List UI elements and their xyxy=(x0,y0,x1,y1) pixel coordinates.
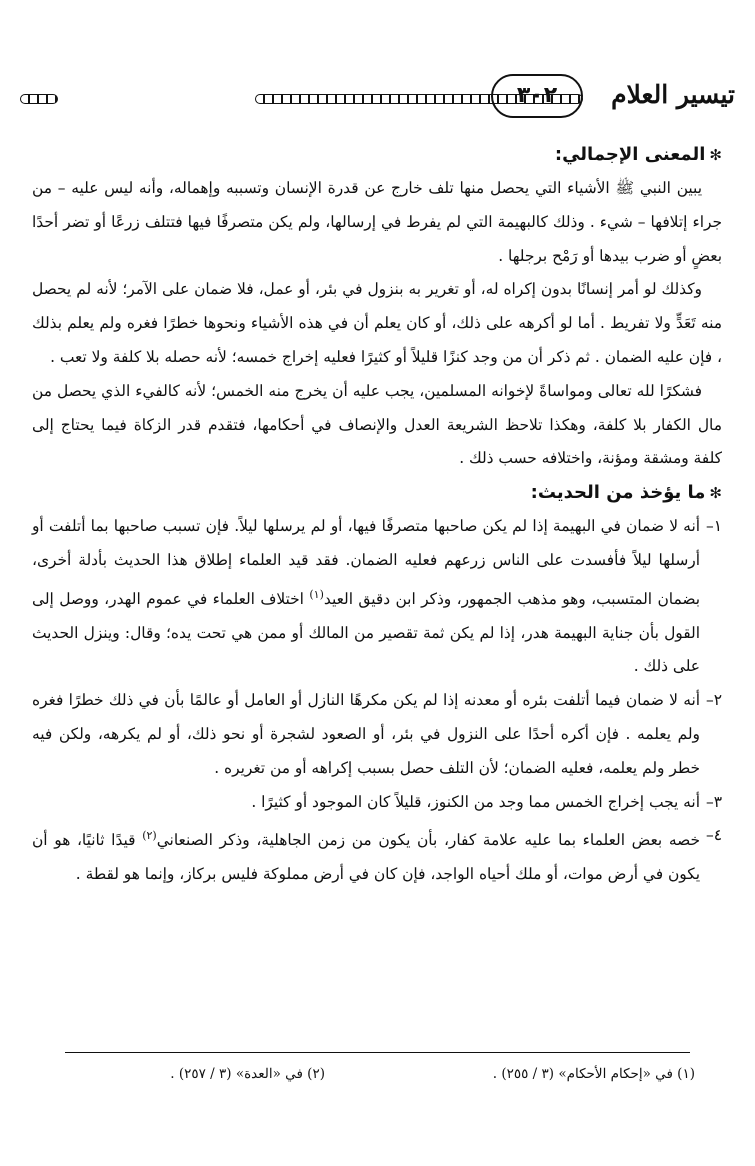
list-number: ٤– xyxy=(706,826,722,845)
list-number: ١– xyxy=(706,517,722,536)
list-text: أنه يجب إخراج الخمس مما وجد من الكنوز، قليلاً كان الموجود أو كثيرًا . xyxy=(251,792,700,811)
list-text: قيدًا ثانيًا، هو أن يكون في أرض موات، أو ملك أحياه الواجد، فإن كان في أرض مملوكة فليس بركاز، وإنما هو لقطة . xyxy=(32,831,700,884)
list-text: أنه لا ضمان فيما أتلفت بئره أو معدنه إذا لم يكن مكرهًا النازل أو العامل أو عالمًا بأن في ذلك خطرًا فغره ولم يعلمه . فإن أكره أحدًا على النزول في بئر، أو الصعود لشجرة أو نحو ذلك، أو لم يكرهه، ولكن فيه خطر ولم يعلمه، فعليه الضمان؛ لأن التلف حصل بسبب إكراهه أو من تغريره . xyxy=(32,691,700,777)
asterisk-icon: ✻ xyxy=(709,146,722,164)
section-heading-lessons xyxy=(32,476,722,510)
list-text: أنه لا ضمان في البهيمة إذا لم يكن صاحبها متصرفًا فيها، أو لم يرسلها ليلاً. فإن تسبب صاحبها بما أتلفت أو أرسلها ليلاً فأفسدت على الناس زرعهم فعليه الضمان. فقد قيد العلماء إطلاق هذا الحديث بأدلة أخرى، بضمان المتسبب، وهو مذهب الجمهور، وذكر ابن دقيق العيد xyxy=(32,517,700,608)
section-heading-text: ما يؤخذ من الحديث: xyxy=(530,482,706,504)
page-number: ٣٠٢ xyxy=(491,74,583,118)
list-item xyxy=(32,819,722,892)
list-item xyxy=(32,786,722,820)
asterisk-icon: ✻ xyxy=(709,484,722,503)
section-heading-summary xyxy=(32,138,722,172)
footnote-2: (٢) في «العدة» (٣ / ٢٥٧) . xyxy=(170,1066,325,1082)
page-body xyxy=(32,138,722,892)
header-ornament-small xyxy=(20,94,58,104)
lessons-list xyxy=(32,510,722,892)
paragraph: وكذلك لو أمر إنسانًا بدون إكراه له، أو تغرير به بنزول في بئر، أو عمل، فلا ضمان على الآمر؛ لأنه لم يحصل منه تَعَدٍّ ولا تفريط . أما لو أكرهه على ذلك، أو كان يعلم أن في هذه الأشياء ونحوها خطرًا فغره ولم يعلم بذلك ، فإن عليه الضمان . ثم ذكر أن من وجد كنزًا قليلاً أو كثيرًا فعليه إخراج خمسه؛ لأنه حصله بلا كلفة ولا تعب . xyxy=(32,280,722,366)
list-text: اختلاف العلماء في عموم الهدر، ووصل إلى القول بأن جناية البهيمة هدر، إذا لم يكن ثمة تقصير من المالك أو ممن هي تحت يده؛ وقال: وينزل الحديث على ذلك . xyxy=(32,589,700,676)
list-item xyxy=(32,510,722,684)
footnote-divider xyxy=(65,1052,690,1053)
paragraph: فشكرًا لله تعالى ومواساةً لإخوانه المسلمين، يجب عليه أن يخرج منه الخمس؛ لأنه كالفيء الذي يحصل من مال الكفار بلا كلفة، وهكذا تلاحظ الشريعة العدل والإنصاف في أحكامها، فتقدم قدر الزكاة فيما يحتاج إلى كلفة ومشقة ومؤنة، واختلافه حسب ذلك . xyxy=(32,381,722,468)
footnote-ref: (٢) xyxy=(142,829,157,843)
page-header xyxy=(20,74,735,122)
footnote-ref: (١) xyxy=(309,587,324,601)
list-number: ٢– xyxy=(706,691,722,710)
footnote-1: (١) في «إحكام الأحكام» (٣ / ٢٥٥) . xyxy=(492,1066,695,1082)
list-item xyxy=(32,684,722,785)
footnotes xyxy=(60,1066,695,1092)
paragraph: يبين النبي ﷺ الأشياء التي يحصل منها تلف خارج عن قدرة الإنسان وتسببه وإهماله، وأنه ليس عليه – من جراء إتلافها – شيء . وذلك كالبهيمة التي لم يفرط في إرسالها، ولم يكن متصرفًا فيها فتتلف زرعًا أو تضر أحدًا بعضٍ أو ضرب بيدها أو رَمْح برجلها . xyxy=(32,179,722,265)
list-text: خصه بعض العلماء بما عليه علامة كفار، بأن يكون من زمن الجاهلية، وذكر الصنعاني xyxy=(156,831,700,850)
list-number: ٣– xyxy=(706,792,722,811)
book-title: تيسير العلام xyxy=(611,80,735,109)
section-heading-text: المعنى الإجمالي: xyxy=(554,144,706,165)
